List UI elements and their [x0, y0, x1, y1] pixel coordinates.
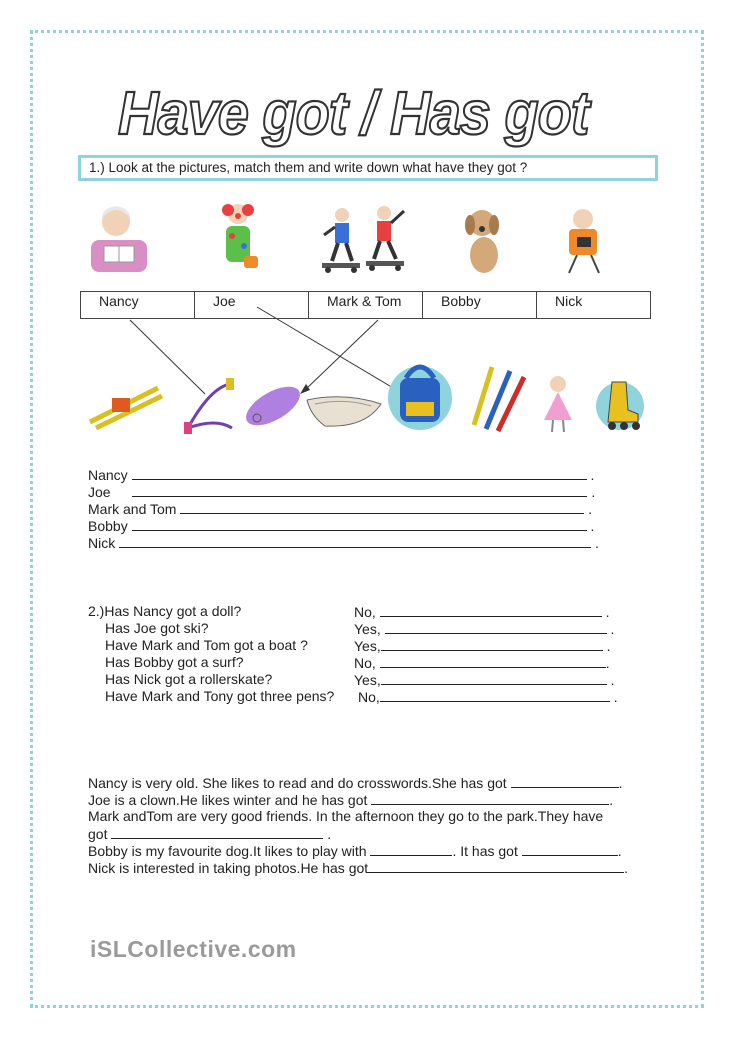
- answer-blank[interactable]: [381, 671, 607, 685]
- doll-icon: [538, 374, 578, 434]
- answer-line: No, .: [354, 655, 610, 671]
- answer-blank[interactable]: [385, 620, 607, 634]
- sentence: Nick is interested in taking photos.He has got .: [88, 860, 629, 876]
- answer-blank[interactable]: [511, 774, 619, 788]
- answer-line: No, .: [354, 604, 610, 620]
- sentence: Mark andTom are very good friends. In the afternoon they go to the park.They have: [88, 808, 604, 824]
- answer-blank[interactable]: [381, 637, 603, 651]
- answer-blank[interactable]: [368, 859, 624, 873]
- camera-bag-icon: [386, 352, 456, 432]
- answer-blank[interactable]: [111, 825, 323, 839]
- boat-icon: [305, 386, 383, 432]
- sentence: Bobby is my favourite dog.It likes to play with . It has got .: [88, 843, 622, 859]
- surfboard-icon: [243, 378, 303, 434]
- question: 2.)Has Nancy got a doll?: [88, 603, 242, 619]
- write-line: Mark and Tom .: [88, 501, 593, 517]
- question: Has Joe got ski?: [105, 620, 209, 636]
- answer-blank[interactable]: [380, 688, 610, 702]
- answer-line: Yes, .: [354, 638, 611, 654]
- sentence: Joe is a clown.He likes winter and he has got .: [88, 792, 614, 808]
- question: Has Nick got a rollerskate?: [105, 671, 273, 687]
- write-line: Bobby .: [88, 518, 595, 534]
- ski-icon: [86, 382, 166, 432]
- sentence: Nancy is very old. She likes to read and do crosswords.She has got .: [88, 775, 623, 791]
- answer-blank[interactable]: [380, 654, 606, 668]
- pens-icon: [470, 363, 530, 433]
- rollerskate-icon: [594, 374, 648, 434]
- name-cell: Bobby: [423, 292, 537, 318]
- write-line: Nick .: [88, 535, 599, 551]
- answer-blank[interactable]: [119, 534, 591, 548]
- answer-line: Yes, .: [354, 621, 615, 637]
- question: Has Bobby got a surf?: [105, 654, 244, 670]
- name-cell: Nick: [555, 293, 583, 309]
- jump-rope-icon: [180, 378, 240, 434]
- answer-blank[interactable]: [522, 842, 618, 856]
- answer-blank[interactable]: [370, 842, 452, 856]
- question: Have Mark and Tom got a boat ?: [105, 637, 308, 653]
- write-line: Nancy .: [88, 467, 595, 483]
- answer-blank[interactable]: [132, 466, 587, 480]
- name-cell: Joe: [195, 292, 309, 318]
- answer-blank[interactable]: [371, 791, 609, 805]
- answer-blank[interactable]: [380, 603, 602, 617]
- answer-blank[interactable]: [132, 483, 587, 497]
- answer-blank[interactable]: [132, 517, 587, 531]
- task1-instruction: 1.) Look at the pictures, match them and write down what have they got ?: [78, 155, 658, 181]
- worksheet-title: Have got / Has got: [118, 77, 589, 148]
- answer-blank[interactable]: [180, 500, 584, 514]
- answer-line: Yes, .: [354, 672, 615, 688]
- question: Have Mark and Tony got three pens?: [105, 688, 335, 704]
- name-cell: Mark & Tom: [309, 292, 423, 318]
- name-cell: Nancy: [81, 292, 195, 318]
- site-logo: iSLCollective.com: [90, 936, 297, 962]
- sentence: got .: [88, 826, 332, 842]
- write-line: Joe .: [88, 484, 596, 500]
- answer-line: No, .: [358, 689, 618, 705]
